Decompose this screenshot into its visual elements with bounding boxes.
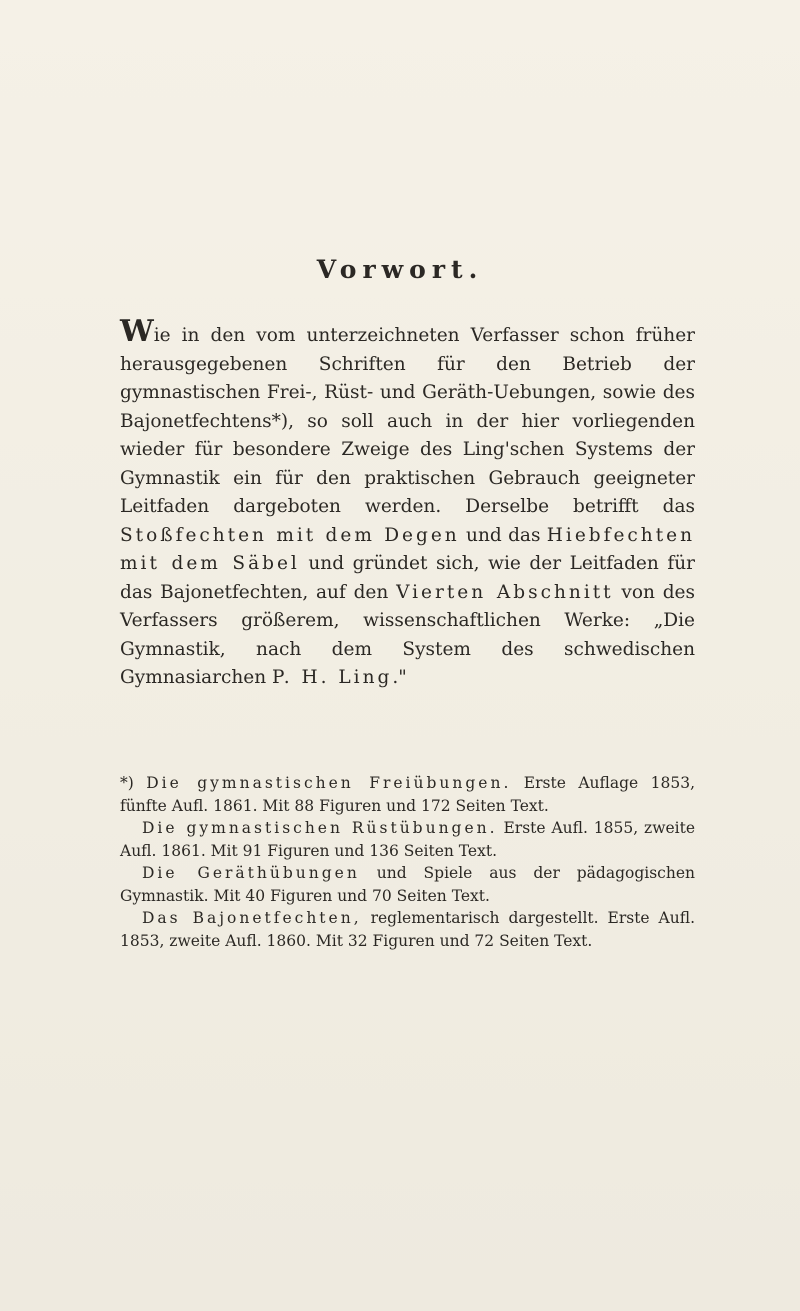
footnote-text: und Spiele aus der pädagogischen Gymnastik. Mit 40 Figuren und 70 Seiten Text. xyxy=(120,864,695,905)
emphasis-hiebfechten: Hiebfechten mit dem Säbel xyxy=(120,524,696,574)
footnote-text: Erste Auflage 1853, fünfte Aufl. 1861. Mit 88 Figuren und 172 Seiten Text. xyxy=(120,774,695,815)
emphasis-vierten-abschnitt: Vierten Abschnitt xyxy=(396,581,614,603)
text-segment: ." xyxy=(392,667,407,688)
footnote-text: reglementarisch dargestellt. Erste Aufl. 1853, zweite Aufl. 1860. Mit 32 Figuren und 72 Seiten Text. xyxy=(120,909,696,950)
emphasis-stossfechten: Stoßfechten mit dem Degen xyxy=(120,524,460,546)
emphasis-ling: P. H. Ling xyxy=(272,667,393,688)
text-segment: von des Verfassers größerem, wissenschaftlichen Werke: „Die Gymnastik, nach dem System des schwedischen Gymnasiarchen xyxy=(120,581,695,688)
footnote-marker: *) xyxy=(120,774,147,792)
page-heading: Vorwort. xyxy=(316,255,484,284)
drop-cap: W xyxy=(120,314,154,349)
text-segment: und gründet sich, wie der Leitfaden für das Bajonetfechten, auf den xyxy=(120,553,695,603)
footnote-title: Das Bajonetfechten, xyxy=(142,909,362,927)
footnotes xyxy=(120,772,695,952)
main-paragraph xyxy=(120,314,696,693)
footnote-title: Die gymnastischen Rüstübungen. xyxy=(142,819,498,837)
footnote-entry xyxy=(120,862,695,907)
footnote-title: Die gymnastischen Freiübungen. xyxy=(146,774,512,792)
footnote-title: Die Geräthübungen xyxy=(142,864,360,882)
text-segment: ie in den vom unterzeichneten Verfasser schon früher herausgegebenen Schriften für den Betrieb der gymnastischen Frei-, Rüst- und Geräth-Uebungen, sowie des Bajonetfechtens*), so soll auch in der hier vorliegenden wieder für besondere Zweige des Ling'schen Systems der Gymnastik ein für den praktischen Gebrauch geeigneter Leitfaden dargeboten werden. Derselbe betrifft das xyxy=(120,325,695,517)
footnote-entry xyxy=(120,907,695,952)
text-segment: und das xyxy=(459,524,547,546)
footnote-entry xyxy=(120,772,695,817)
footnote-text: Erste Aufl. 1855, zweite Aufl. 1861. Mit 91 Figuren und 136 Seiten Text. xyxy=(120,819,696,860)
paragraph xyxy=(120,314,696,693)
footnote-entry xyxy=(120,817,695,862)
